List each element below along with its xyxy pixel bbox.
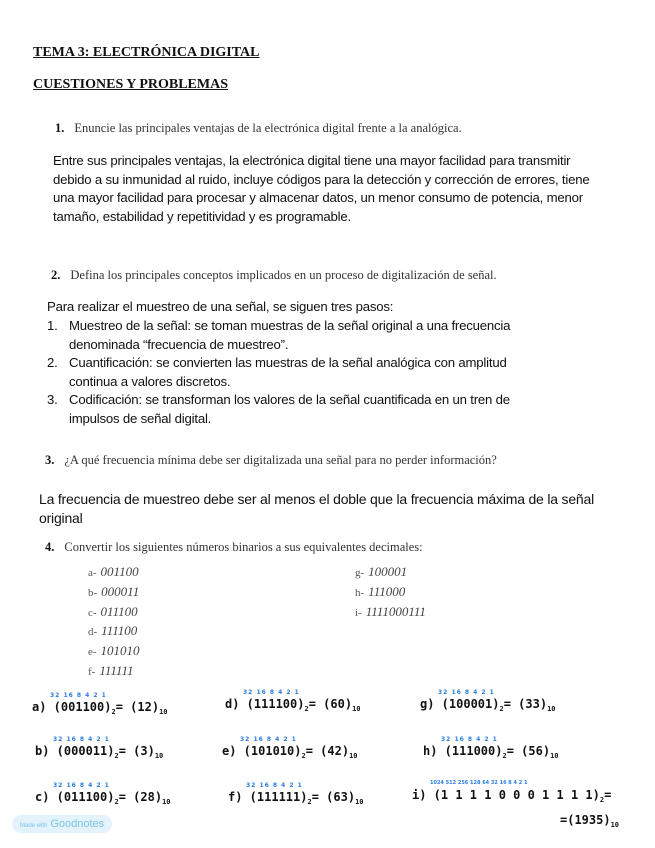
handwritten-answer-b: 32 16 8 4 2 1 b) $(000011)_2= (3)_{10}$ xyxy=(35,736,164,760)
handwritten-answer-i-result: $=(1935)_{10}$ xyxy=(560,813,620,829)
handwritten-answer-i: 1024 512 256 128 64 32 16 8 4 2 1 i) (1 1 1 1 0 0 0 1 1 1 $1)_2=$ xyxy=(412,780,612,804)
answer-2-steps xyxy=(47,317,547,428)
handwritten-answer-f: 32 16 8 4 2 1 f) $(111111)_2= (63)_{10}$ xyxy=(228,782,364,806)
binary-list-left xyxy=(88,563,140,682)
binary-item: i- 1111000111 xyxy=(355,603,426,619)
binary-item: e- 101010 xyxy=(88,643,140,659)
answer-1: Entre sus principales ventajas, la electrónica digital tiene una mayor facilidad para transmitir debido a su inmunidad al ruido, incluye códigos para la detección y corrección de errores, tiene una mayor facilidad para procesar y almacenar datos, un menor consumo de potencia, menor tamaño, estabilidad y repetitividad y es programable. xyxy=(53,153,590,224)
question-1: 1. Enuncie las principales ventajas de la electrónica digital frente a la analógica. xyxy=(55,121,462,135)
handwritten-answer-h: 32 16 8 4 2 1 h) $(111000)_2= (56)_{10}$ xyxy=(423,736,559,760)
step-item: 2. Cuantificación: se convierten las muestras de la señal analógica con amplitud continua a valores discretos. xyxy=(47,355,507,389)
step-item: 1. Muestreo de la señal: se toman muestras de la señal original a una frecuencia denominada “frecuencia de muestreo”. xyxy=(47,318,511,352)
binary-item: f- 111111 xyxy=(88,662,134,678)
section-title: CUESTIONES Y PROBLEMAS xyxy=(33,77,229,92)
binary-item: c- 011100 xyxy=(88,603,138,619)
binary-item: h- 111000 xyxy=(355,583,406,599)
handwritten-answer-a: 32 16 8 4 2 1 a) $(001100)_2= (12)_{10}$ xyxy=(32,692,168,716)
handwritten-answer-g: 32 16 8 4 2 1 g) $(100001)_2= (33)_{10}$ xyxy=(420,689,556,713)
answer-2-intro: Para realizar el muestreo de una señal, se siguen tres pasos: xyxy=(47,299,394,314)
handwritten-answer-c: 32 16 8 4 2 1 c) $(011100)_2= (28)_{10}$ xyxy=(35,782,171,806)
question-2: 2. Defina los principales conceptos implicados en un proceso de digitalización de señal. xyxy=(51,268,497,282)
step-item: 3. Codificación: se transforman los valores de la señal cuantificada en un tren de impulsos de señal digital. xyxy=(47,392,510,426)
handwritten-answer-d: 32 16 8 4 2 1 d) $(111100)_2= (60)_{10}$ xyxy=(225,689,361,713)
binary-item: b- 000011 xyxy=(88,583,140,599)
question-3: 3. ¿A qué frecuencia mínima debe ser digitalizada una señal para no perder información? xyxy=(45,453,497,467)
binary-item: a- 001100 xyxy=(88,564,139,579)
answer-3: La frecuencia de muestreo debe ser al menos el doble que la frecuencia máxima de la señal original xyxy=(39,491,594,526)
binary-item: g- 100001 xyxy=(355,564,408,579)
goodnotes-badge: Made with Goodnotes xyxy=(12,815,112,833)
handwritten-answer-e: 32 16 8 4 2 1 e) $(101010)_2= (42)_{10}$ xyxy=(222,736,358,760)
binary-item: d- 111100 xyxy=(88,623,138,639)
binary-list-right xyxy=(355,563,426,622)
document-title: TEMA 3: ELECTRÓNICA DIGITAL xyxy=(33,45,260,60)
question-4: 4. Convertir los siguientes números binarios a sus equivalentes decimales: xyxy=(45,540,423,554)
